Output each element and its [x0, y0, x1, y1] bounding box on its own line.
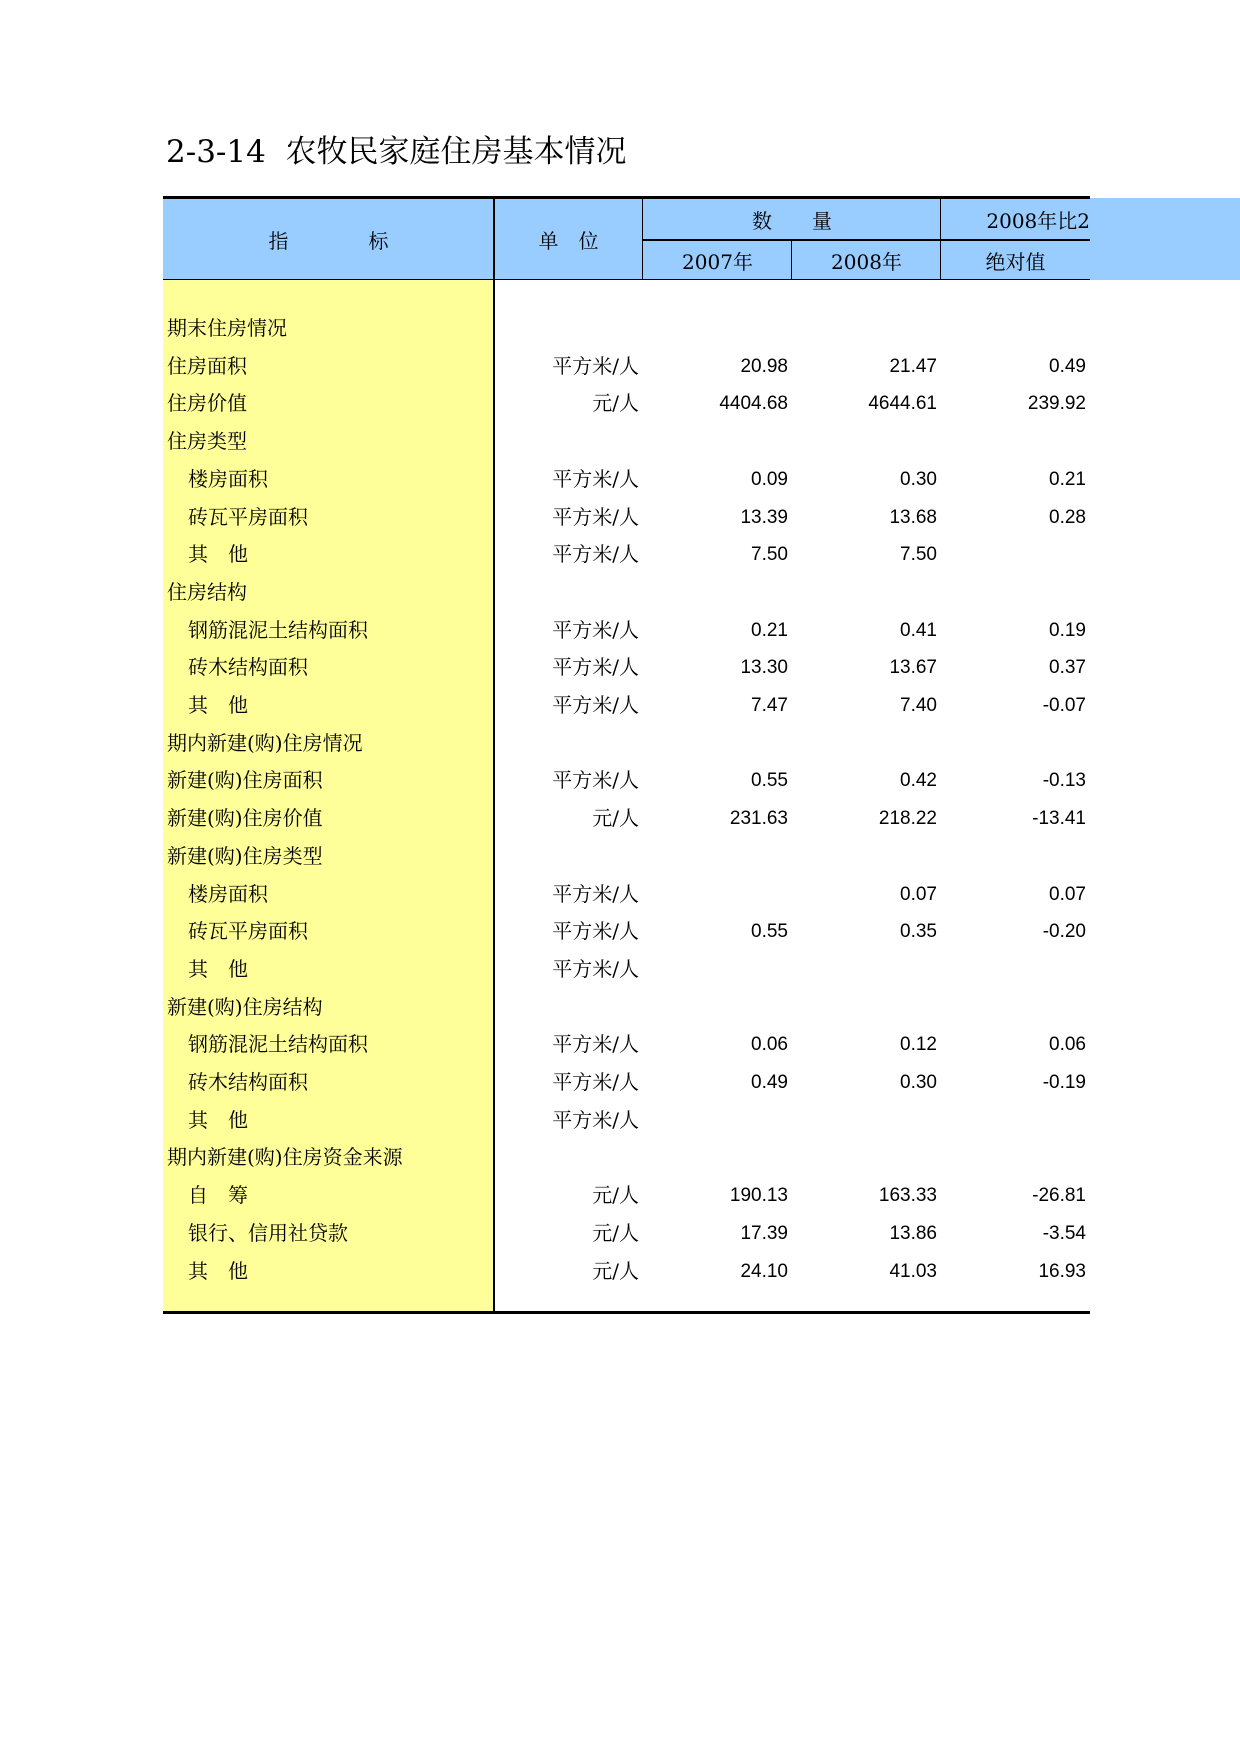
row-label: 住房结构	[167, 579, 247, 604]
table-row	[163, 1139, 1090, 1176]
row-unit: 平方米/人	[552, 542, 639, 567]
table-row	[163, 1253, 1090, 1290]
row-label: 钢筋混泥土结构面积	[188, 617, 368, 642]
value-absolute-change	[943, 536, 1086, 573]
row-label: 砖瓦平房面积	[188, 504, 308, 529]
value-absolute-change: 0.21	[1049, 468, 1086, 490]
table-row	[163, 687, 1090, 724]
table-row	[163, 461, 1090, 498]
table-row	[163, 1026, 1090, 1063]
value-2008: 0.30	[900, 1072, 937, 1093]
value-2007	[645, 574, 788, 611]
value-absolute-change	[943, 1102, 1086, 1139]
value-absolute-change	[943, 310, 1086, 347]
value-absolute-change: -0.07	[1042, 695, 1086, 716]
value-absolute-change: -0.13	[1042, 770, 1086, 792]
row-label: 其 他	[188, 1258, 248, 1283]
value-absolute-change: -3.54	[1042, 1222, 1086, 1244]
row-label: 其 他	[188, 956, 248, 981]
table-row	[163, 913, 1090, 950]
value-2008: 0.30	[900, 468, 937, 490]
row-unit: 平方米/人	[552, 919, 639, 944]
value-2008: 0.07	[900, 883, 937, 905]
row-label: 其 他	[188, 693, 248, 717]
value-absolute-change: 0.07	[1049, 883, 1086, 905]
row-label: 住房面积	[167, 353, 247, 378]
value-2007: 13.39	[740, 506, 788, 528]
row-label: 砖木结构面积	[188, 655, 308, 680]
table-row	[163, 800, 1090, 837]
table-row	[163, 536, 1090, 573]
value-absolute-change: 0.28	[1049, 506, 1086, 528]
table-row	[163, 1064, 1090, 1101]
value-2007: 20.98	[740, 355, 788, 377]
value-2008: 0.12	[900, 1034, 937, 1056]
value-absolute-change: -26.81	[1032, 1185, 1086, 1207]
row-label: 其 他	[188, 1107, 248, 1132]
value-2007: 0.09	[751, 468, 788, 490]
value-absolute-change: 0.49	[1049, 355, 1086, 377]
value-2007	[645, 876, 788, 913]
value-2008	[794, 574, 937, 611]
top-border	[163, 196, 1090, 199]
row-unit: 平方米/人	[552, 1107, 639, 1132]
value-2007: 0.55	[751, 921, 788, 943]
row-label: 其 他	[188, 542, 248, 567]
row-unit: 平方米/人	[552, 693, 639, 717]
value-2007	[645, 838, 788, 875]
value-2008: 7.50	[900, 544, 937, 566]
value-2007: 190.13	[729, 1185, 788, 1207]
value-2007	[645, 951, 788, 988]
row-unit: 平方米/人	[552, 617, 639, 642]
value-2008: 0.35	[900, 921, 937, 943]
row-label: 银行、信用社贷款	[188, 1220, 348, 1245]
value-2008	[794, 310, 937, 347]
row-unit: 元/人	[592, 806, 639, 831]
column-divider	[791, 240, 792, 280]
table-row	[163, 612, 1090, 649]
row-unit: 平方米/人	[552, 1070, 639, 1094]
value-absolute-change: -0.20	[1042, 921, 1086, 943]
row-unit	[496, 310, 639, 347]
row-unit: 平方米/人	[552, 353, 639, 378]
row-unit	[496, 1139, 639, 1176]
value-2008	[794, 725, 937, 762]
value-absolute-change: 0.06	[1049, 1034, 1086, 1056]
value-absolute-change: 16.93	[1038, 1260, 1086, 1282]
row-unit	[496, 838, 639, 875]
table-row	[163, 989, 1090, 1026]
value-2008: 4644.61	[868, 393, 937, 415]
table-row	[163, 838, 1090, 875]
row-unit: 平方米/人	[552, 881, 639, 906]
value-2008: 13.86	[889, 1222, 937, 1244]
header-divider	[643, 239, 1090, 241]
value-absolute-change: 0.19	[1049, 619, 1086, 641]
value-2007	[645, 1102, 788, 1139]
row-unit: 元/人	[592, 391, 639, 416]
value-2007: 24.10	[740, 1260, 788, 1282]
value-2008: 7.40	[900, 695, 937, 716]
row-unit: 元/人	[592, 1220, 639, 1245]
header-bottom-border	[163, 279, 1090, 280]
row-unit: 平方米/人	[552, 504, 639, 529]
value-2007: 0.49	[751, 1072, 788, 1093]
value-2007	[645, 989, 788, 1026]
value-2008	[794, 838, 937, 875]
table-row	[163, 310, 1090, 347]
row-unit	[496, 989, 639, 1026]
table-row	[163, 1102, 1090, 1139]
row-label: 砖木结构面积	[188, 1070, 308, 1094]
row-label: 钢筋混泥土结构面积	[188, 1032, 368, 1057]
value-2007: 13.30	[740, 657, 788, 679]
value-2008: 21.47	[889, 355, 937, 377]
row-unit	[496, 574, 639, 611]
value-2007: 0.21	[751, 619, 788, 641]
row-label: 期末住房情况	[167, 316, 287, 340]
table-row	[163, 348, 1090, 385]
row-label: 期内新建(购)住房资金来源	[167, 1145, 403, 1170]
header-2007: 2007年	[682, 249, 753, 274]
row-label: 期内新建(购)住房情况	[167, 730, 363, 755]
value-2008: 218.22	[878, 808, 937, 830]
row-unit: 平方米/人	[552, 1032, 639, 1057]
table-row	[163, 762, 1090, 799]
table-row	[163, 574, 1090, 611]
value-2007: 17.39	[740, 1222, 788, 1244]
table-row	[163, 423, 1090, 460]
value-absolute-change	[943, 1139, 1086, 1176]
value-2007: 4404.68	[719, 393, 788, 415]
value-2007: 231.63	[729, 808, 788, 830]
value-2008	[794, 1102, 937, 1139]
row-unit: 元/人	[592, 1258, 639, 1283]
value-2008: 41.03	[889, 1260, 937, 1282]
table-row	[163, 649, 1090, 686]
value-2007	[645, 310, 788, 347]
value-absolute-change: -0.19	[1042, 1072, 1086, 1093]
table-row	[163, 499, 1090, 536]
column-divider	[940, 198, 941, 280]
value-2008: 13.67	[889, 657, 937, 679]
bottom-border	[163, 1311, 1090, 1314]
row-label: 住房价值	[167, 391, 247, 416]
value-absolute-change: 239.92	[1027, 393, 1086, 415]
header-2008: 2008年	[831, 249, 902, 274]
row-label: 新建(购)住房价值	[167, 806, 323, 831]
value-2007	[645, 1139, 788, 1176]
row-unit: 平方米/人	[552, 655, 639, 680]
value-2007: 7.47	[751, 695, 788, 716]
row-unit: 平方米/人	[552, 956, 639, 981]
row-label: 新建(购)住房面积	[167, 768, 323, 793]
row-label: 楼房面积	[188, 466, 268, 491]
column-divider	[642, 198, 643, 280]
row-label: 楼房面积	[188, 881, 268, 906]
header-indicator: 指 标	[268, 228, 389, 253]
value-2008	[794, 1139, 937, 1176]
value-absolute-change	[943, 989, 1086, 1026]
header-compare: 2008年比2	[986, 208, 1090, 233]
value-2008	[794, 989, 937, 1026]
header-quantity: 数 量	[752, 208, 832, 233]
table-row	[163, 951, 1090, 988]
value-2007	[645, 725, 788, 762]
value-2008	[794, 423, 937, 460]
header-absolute: 绝对值	[985, 249, 1046, 274]
value-absolute-change	[943, 574, 1086, 611]
value-2008: 163.33	[878, 1185, 937, 1207]
value-absolute-change: -13.41	[1032, 808, 1086, 830]
value-absolute-change	[943, 951, 1086, 988]
value-absolute-change	[943, 838, 1086, 875]
row-unit: 平方米/人	[552, 768, 639, 793]
row-unit: 元/人	[592, 1183, 639, 1208]
row-label: 砖瓦平房面积	[188, 919, 308, 944]
row-label: 住房类型	[167, 429, 247, 454]
row-unit	[496, 725, 639, 762]
row-label: 新建(购)住房类型	[167, 843, 323, 868]
value-2008: 0.41	[900, 619, 937, 641]
value-absolute-change	[943, 725, 1086, 762]
row-unit	[496, 423, 639, 460]
value-2007: 0.55	[751, 770, 788, 792]
value-2007: 0.06	[751, 1034, 788, 1056]
table-title: 2-3-14 农牧民家庭住房基本情况	[166, 134, 627, 170]
value-absolute-change	[943, 423, 1086, 460]
value-2007: 7.50	[751, 544, 788, 566]
row-label: 自 筹	[188, 1183, 248, 1208]
value-2007	[645, 423, 788, 460]
table-row	[163, 1177, 1090, 1214]
table-row	[163, 1215, 1090, 1252]
row-label: 新建(购)住房结构	[167, 994, 323, 1019]
value-2008: 0.42	[900, 770, 937, 792]
table-row	[163, 385, 1090, 422]
row-unit: 平方米/人	[552, 466, 639, 491]
header-unit: 单 位	[538, 228, 599, 253]
value-2008: 13.68	[889, 506, 937, 528]
value-absolute-change: 0.37	[1049, 657, 1086, 679]
table-row	[163, 876, 1090, 913]
value-2008	[794, 951, 937, 988]
table-row	[163, 725, 1090, 762]
